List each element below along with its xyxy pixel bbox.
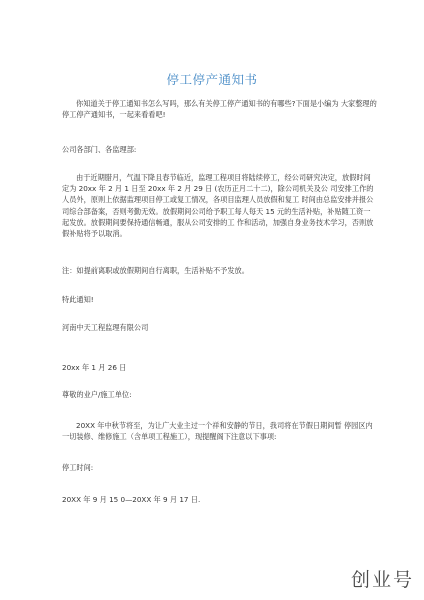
body-paragraph-2: 20XX 年中秋节将至，为让广大业主过一个祥和安静的节日，我司将在节假日期间暂 停园区内一切装修、维修施工（含单项工程施工），现提醒阁下注意以下事项:	[62, 421, 373, 442]
document-date: 20xx 年 1 月 26 日	[62, 363, 127, 372]
stop-time-value: 20XX 年 9 月 15 0—20XX 年 9 月 17 日.	[62, 495, 201, 504]
body-paragraph-1: 由于近期腊月，气温下降且春节临近，监理工程项目将陆续停工，经公司研究决定，放假时间定为 20xx 年 2 月 1 日至 20xx 年 2 月 29 日 (农历正月二十二)，除公司机关及公 司安排工作的人员外，原则上依据监理项目停工或复工情况，各项目监理人员放假和复工 时间由总监安排并报公司综合部备案，否则考勤无效。放假期间公司给予职工每人每天 15 元的生活补贴，补贴随工资一起发放。放假期间要保持通信畅通，服从公司安排的工 作和活动，加强自身业务技术学习，否则放假补贴将予以取消。	[62, 173, 374, 239]
watermark: 创业号	[350, 569, 414, 591]
intro-paragraph: 你知道关于停工通知书怎么写吗，那么有关停工停产通知书的有哪些?下面是小编为 大家整理的停工停产通知书，一起来看看吧!	[62, 99, 377, 120]
company-name: 河南中天工程监理有限公司	[62, 323, 149, 332]
note-paragraph: 注：如提前离职或放假期间自行离职，生活补贴不予发放。	[62, 266, 249, 275]
document-title: 停工停产通知书	[166, 72, 258, 87]
stop-time-label: 停工时间:	[62, 463, 94, 472]
salutation: 公司各部门、各监理部:	[62, 145, 137, 154]
special-notice: 特此通知!	[62, 295, 94, 304]
salutation-2: 尊敬的业户/施工单位:	[62, 390, 132, 399]
